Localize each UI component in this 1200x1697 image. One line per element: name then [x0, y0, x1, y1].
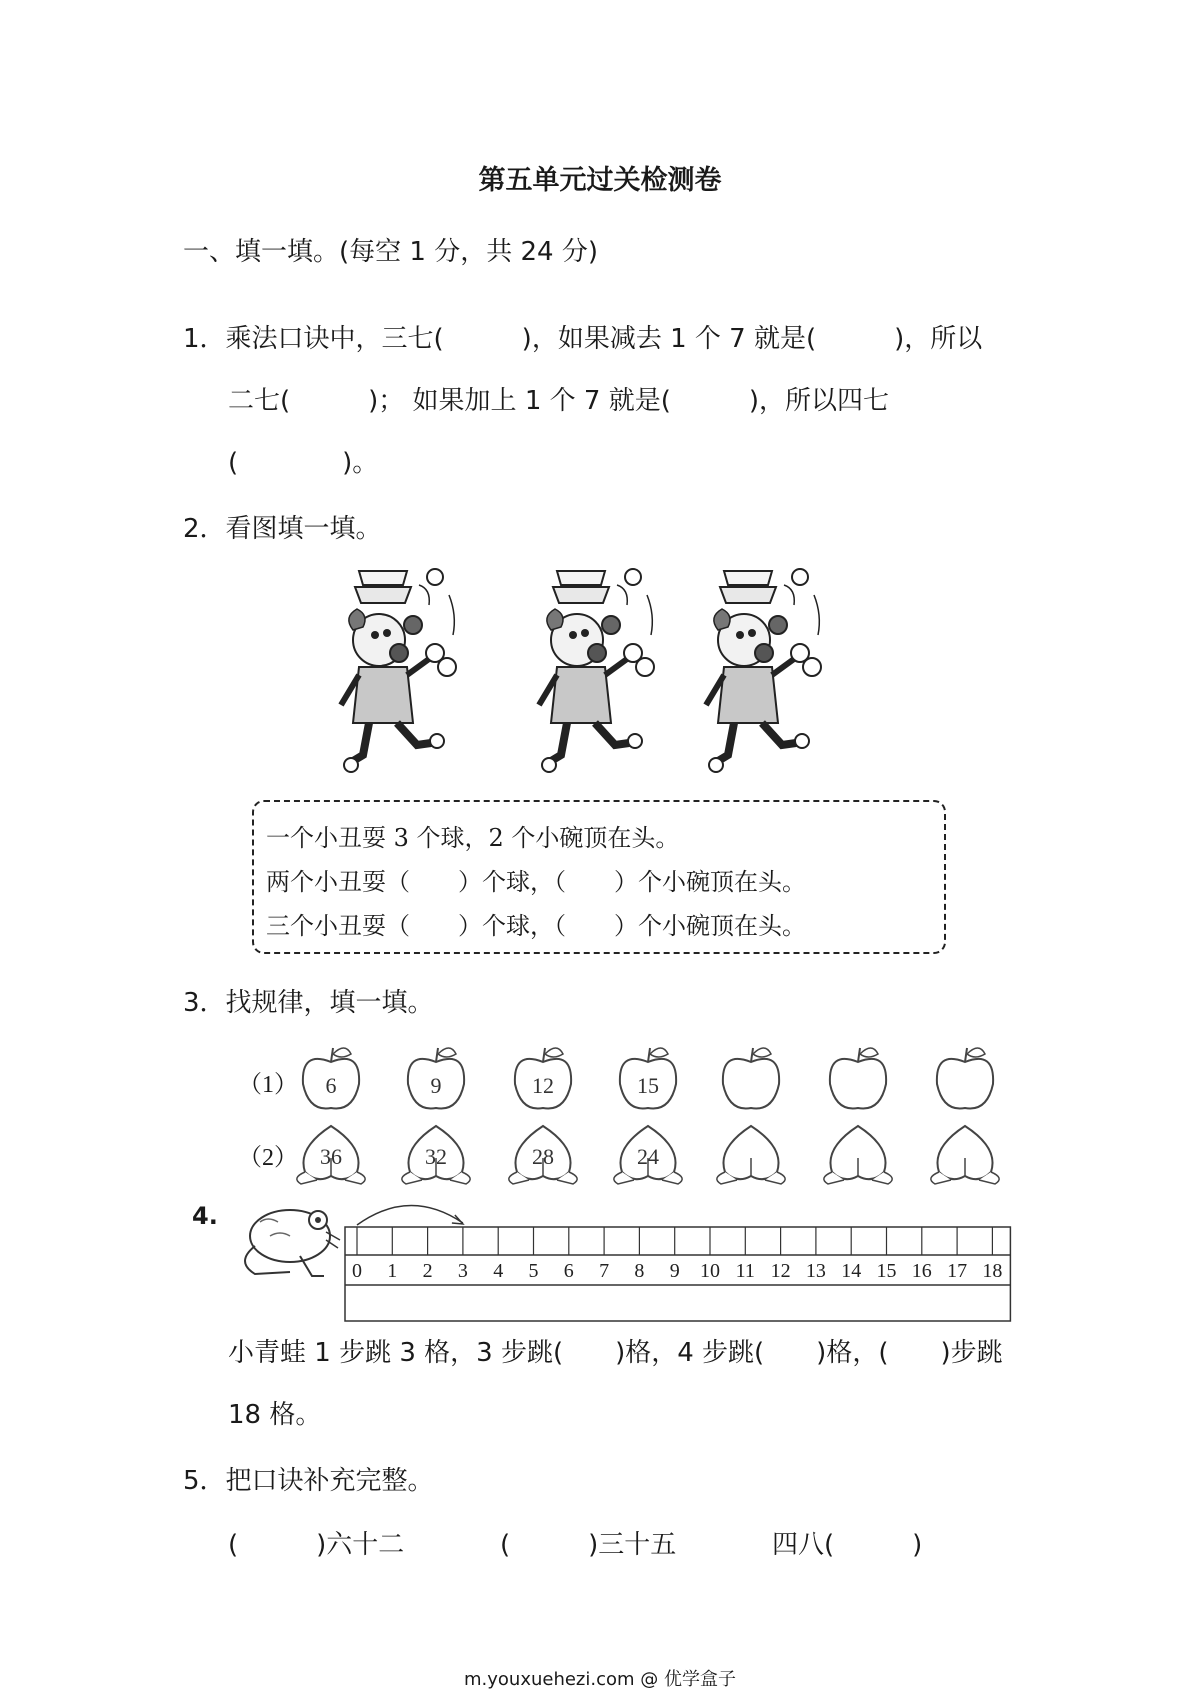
ruler-number: 12 [770, 1260, 791, 1282]
ruler-number: 6 [563, 1260, 574, 1282]
story-line-3: 三个小丑耍（ ）个球，（ ）个小碗顶在头。 [266, 912, 806, 940]
ruler-number: 13 [805, 1260, 826, 1282]
footer-watermark: m.youxuehezi.com @ 优学盒子 [463, 1669, 736, 1690]
section-heading: 一、填一填。(每空 1 分，共 24 分) [183, 237, 598, 267]
ruler-number: 18 [982, 1260, 1003, 1282]
ruler-number: 1 [387, 1260, 398, 1282]
q2-label: 2．看图填一填。 [183, 514, 382, 544]
ruler-number: 4 [493, 1260, 504, 1282]
story-line-2: 两个小丑耍（ ）个球，（ ）个小碗顶在头。 [266, 868, 806, 896]
ruler-number: 2 [422, 1260, 433, 1282]
ruler-number: 8 [634, 1260, 645, 1282]
peach-value: 32 [425, 1144, 447, 1169]
ruler-number: 5 [528, 1260, 539, 1282]
q1-line-2: 二七( )； 如果加上 1 个 7 就是( )，所以四七 [228, 386, 889, 416]
q5-item-2: ( )三十五 [500, 1530, 677, 1560]
ruler-number: 17 [947, 1260, 968, 1282]
ruler-number: 10 [700, 1260, 720, 1282]
ruler-number: 15 [876, 1260, 897, 1282]
ruler-number: 11 [735, 1260, 755, 1282]
q5-item-1: ( )六十二 [228, 1530, 405, 1560]
q5-item-3: 四八( ) [772, 1530, 923, 1560]
peach-value: 28 [532, 1144, 554, 1169]
q1-line-3: ( )。 [228, 448, 379, 478]
ruler-number: 7 [599, 1260, 610, 1282]
ruler-number: 9 [669, 1260, 680, 1282]
q3-row1-label: （1） [238, 1072, 298, 1098]
jump-arc [357, 1205, 463, 1225]
q3-row2-label: （2） [238, 1145, 298, 1171]
apple-value: 9 [430, 1073, 442, 1098]
ruler-number: 16 [911, 1260, 932, 1282]
q4-label: 4. [192, 1202, 218, 1230]
q4-text-line-1: 小青蛙 1 步跳 3 格，3 步跳( )格，4 步跳( )格，( )步跳 [228, 1338, 1003, 1368]
peach-value: 24 [637, 1144, 659, 1169]
page-title: 第五单元过关检测卷 [478, 165, 722, 196]
q1-line-1: 1．乘法口诀中，三七( )，如果减去 1 个 7 就是( )，所以 [183, 324, 983, 354]
ruler-number: 0 [352, 1260, 362, 1282]
apple-value: 15 [637, 1073, 659, 1098]
q5-label: 5．把口诀补充完整。 [183, 1466, 434, 1496]
apple-value: 12 [532, 1073, 554, 1098]
story-line-1: 一个小丑耍 3 个球，2 个小碗顶在头。 [266, 824, 680, 852]
ruler-number: 3 [457, 1260, 468, 1282]
apple-value: 6 [325, 1073, 337, 1098]
q3-label: 3．找规律，填一填。 [183, 988, 434, 1018]
peach-value: 36 [320, 1144, 342, 1169]
ruler-number: 14 [841, 1260, 862, 1282]
q4-text-line-2: 18 格。 [228, 1400, 322, 1430]
